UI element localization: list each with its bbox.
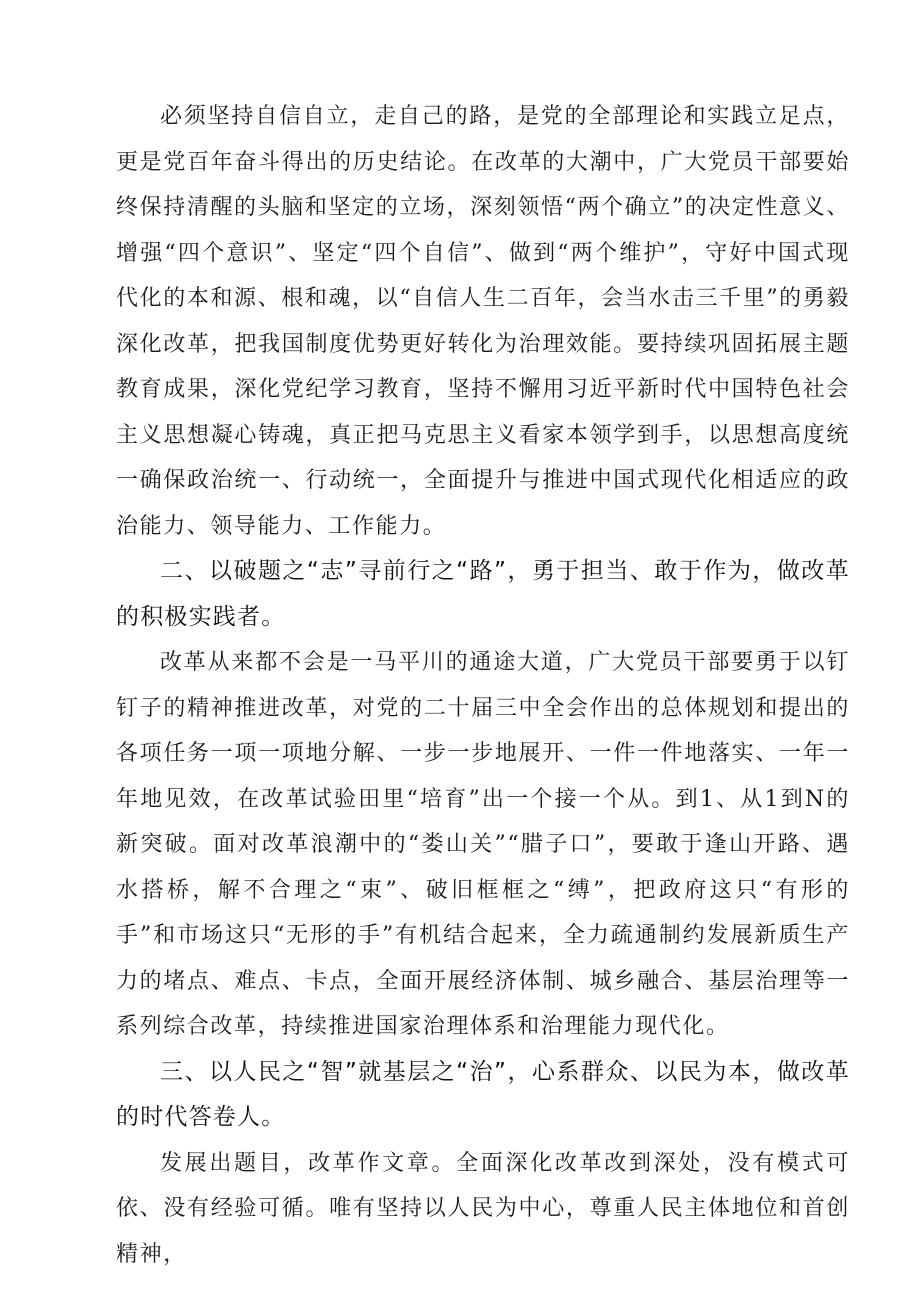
body-paragraph: 改革从来都不会是一马平川的通途大道，广大党员干部要勇于以钉钉子的精神推进改革，对党的二十届三中全会作出的总体规划和提出的各项任务一项一项地分解、一步一步地展开、一件一件地落实、一年一年地见效，在改革试验田里“培育”出一个接一个从。到1、从1到N的新突破。面对改革浪潮中的“娄山关”“腊子口”，要敢于逢山开路、遇水搭桥，解不合理之“束”、破旧框框之“缚”，把政府这只“有形的手”和市场这只“无形的手”有机结合起来，全力疏通制约发展新质生产力的堵点、难点、卡点，全面开展经济体制、城乡融合、基层治理等一系列综合改革，持续推进国家治理体系和治理能力现代化。: [116, 650, 850, 1039]
document-body: [116, 94, 850, 1277]
body-paragraph: 必须坚持自信自立，走自己的路，是党的全部理论和实践立足点，更是党百年奋斗得出的历史结论。在改革的大潮中，广大党员干部要始终保持清醒的头脑和坚定的立场，深刻领悟“两个确立”的决定性意义、增强“四个意识”、坚定“四个自信”、做到“两个维护”，守好中国式现代化的本和源、根和魂，以“自信人生二百年，会当水击三千里”的勇毅深化改革，把我国制度优势更好转化为治理效能。要持续巩固拓展主题教育成果，深化党纪学习教育，坚持不懈用习近平新时代中国特色社会主义思想凝心铸魂，真正把马克思主义看家本领学到手，以思想高度统一确保政治统一、行动统一，全面提升与推进中国式现代化相适应的政治能力、领导能力、工作能力。: [116, 104, 850, 539]
section-heading: 三、以人民之“智”就基层之“治”，心系群众、以民为本，做改革的时代答卷人。: [116, 1058, 850, 1130]
section-heading: 二、以破题之“志”寻前行之“路”，勇于担当、敢于作为，做改革的积极实践者。: [116, 558, 850, 630]
body-paragraph: 发展出题目，改革作文章。全面深化改革改到深处，没有模式可依、没有经验可循。唯有坚持以人民为中心，尊重人民主体地位和首创精神，: [116, 1150, 850, 1267]
